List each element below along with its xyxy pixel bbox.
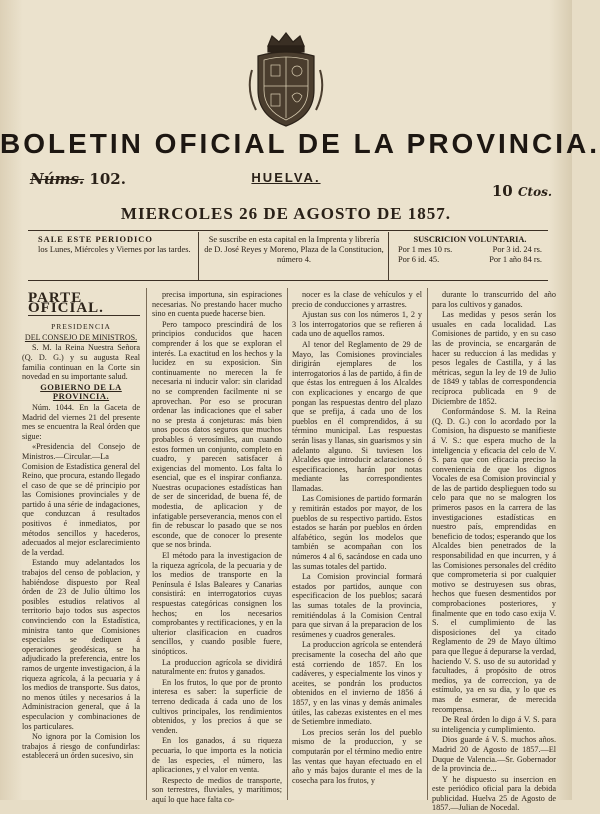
paragraph: Ajustan sus con los números 1, 2 y 3 los interrogatorios que se refieren á cada uno de aquellos ramos. (292, 310, 422, 339)
paragraph: En los frutos, lo que por de pronto interesa es saber: la superficie de terreno dedicada á cada uno de los cultivos principales, los rendimientos obtenidos, y los precios á que se venden. (152, 677, 282, 735)
subscription-rates (392, 235, 548, 265)
subscription-location: Se suscribe en esta capital en la Imprenta y librería de D. José Reyes y Moreno, Plaza de la Constitucion, número 4. (204, 235, 384, 264)
paragraph: S. M. la Reina Nuestra Señora (Q. D. G.) y su augusta Real familia continuan en la Corte sin novedad en su importante salud. (22, 343, 140, 382)
government-heading: GOBIERNO DE LA PROVINCIA. (40, 381, 122, 402)
column-2 (152, 290, 282, 805)
paragraph: Conformándose S. M. la Reina (Q. D. G.) con lo acordado por la Comision, ha dispuesto se manifieste á V. S.: que espera mucho de la inteligencia y eficacia del celo de V. S. para que con eficacia preciso la conveniencia de que los dignos Vocales de esa Comision provincial y de las de partido desplieguen todo su celo para que no se malogren los primeros pasos en la carrera de las investigaciones estadísticas en nuestro país, emprendidas en beneficio de todos; esperando que los Alcaldes bien penetrados de la responsabilidad en que incurren, y á las Comisiones personales del crédito que comprometeria si por cualquier motivo se destruyesen sus obras, hechos que fuesen desmentidos por comprobaciones posteriores, y finalmente que en todo caso exija V. S. el cumplimiento de las disposiciones del ya citado Reglamento de 29 de Mayo último para que llegue á depurarse la verdad, haciendo V. S. uso de su autoridad y facultades, á propósito de otros medios, ya de correccion, ya de estímulo, ya en su dia, y lo que es mas de esmerar, de merecida recompensa. (432, 407, 556, 714)
rate-6-months: Por 6 id. 45. (398, 255, 440, 264)
paragraph: Las Comisiones de partido formarán y remitirán estados por mayor, de los pueblos de su respectivo partido. Estos estados se harán por pueblos en órden alfabético, según los modelos que también se acompañan con los números 4 al 6, sacándose en cada uno las sumas totales del partido. (292, 494, 422, 571)
paragraph: precisa importuna, sin espiraciones necesarias. No prestando hacer mucho sino en cuenta puede hacerse bien. (152, 290, 282, 319)
newspaper-title: BOLETIN OFICIAL DE LA PROVINCIA. (0, 128, 600, 159)
column-divider (427, 288, 428, 800)
paragraph: De Real órden lo digo á V. S. para su inteligencia y cumplimiento. (432, 715, 556, 734)
paragraph: Pero tampoco prescindirá de los principios conducidos que hacen comprender á los que se exploran el interés. La exactitud en los hechos y la lucidez en su exposicion. Sin continuamente no merecen la fe necesaria ni inducir valor: sin claridad no se comprenden facilmente ni se aprovechan. Por eso se procuran ordenar las indicaciones que el saber no se presta á conjeturas: más bien unos pocos datos seguros que muchos probables ó verosímiles, aun cuando estos formen un conjunto, completo en cuadro, y parecen satisfacer á exigencias del momento. Los falta lo esencial, que es el inspirar confianza. Nuestras ocupaciones estadísticas han de ser de sinceridad, de buena fé, de modestia, de aplicacion y de infatigable perseverancia, menos con el fin de rebuscar lo pasado que se nos esconde, que de conocer lo presente que se nos brinda. (152, 319, 282, 550)
paragraph: El método para la investigacion de la riqueza agrícola, de la pecuaria y de los medios de transporte en la Península é Islas Baleares y Canarias consistirá: en interrogatorios cuyas respuestas categóricas consignen los hechos; en los necesarios comprobantes y rectificaciones, y en la ulterior clasificacion en cuadros sencillos, y cuando posible fuere, sinópticos. (152, 551, 282, 656)
section-heading: PARTE OFICIAL. (28, 294, 140, 316)
paragraph: Respecto de medios de transporte, son terrestres, fluviales, y marítimos; aquí lo que hace falta co- (152, 775, 282, 804)
column-3 (292, 290, 422, 786)
subscription-box (28, 232, 548, 280)
schedule-title: SALE ESTE PERIODICO (38, 235, 153, 244)
paragraph: En los ganados, á su riqueza pecuaria, lo que importa es la noticia de las especies, el número, las aplicaciones, y el valor en venta. (152, 736, 282, 775)
presidency-label: PRESIDENCIA (51, 322, 111, 332)
rates-title: SUSCRICION VOLUNTARIA. (413, 235, 527, 244)
council-label: DEL CONSEJO DE MINISTROS. (24, 332, 138, 342)
divider (388, 232, 389, 280)
price (492, 182, 552, 200)
rate-3-months: Por 3 id. 24 rs. (492, 245, 542, 254)
publication-schedule (38, 235, 200, 255)
rate-row (392, 245, 548, 255)
paragraph: nocer es la clase de vehículos y el precio de conducciones y arrastres. (292, 290, 422, 309)
paragraph: Los precios serán los del pueblo mismo de la produccion, y se computarán por el término medio entre las ventas que hayan efectuado en el año y más bajos durante el mes de la cosecha para los frutos, y (292, 727, 422, 785)
divider (28, 230, 548, 231)
coat-of-arms-emblem (238, 30, 334, 130)
paragraph: Al tenor del Reglamento de 29 de Mayo, las Comisiones provinciales dirigirán ejemplares de los interrogatorios á las de partido, á fin de que éstas los entreguen á los Alcaldes con explicaciones y encargo de que pongan las respuestas dentro del plazo que se prefija, á cada uno de los pueblos en él comprendidos, á su término municipal. Las respuestas serán lisas y llanas, sin guarismos y sin adelanto alguno. Si tuviesen los Alcaldes que introducir aclaraciones ó especificaciones, harán por notas mediante las correspondientes llamadas. (292, 339, 422, 493)
city-name: HUELVA. (251, 170, 321, 185)
rate-row (392, 255, 548, 265)
paragraph: Las medidas y pesos serán los usuales en cada localidad. Las Comisiones de partido, y en su caso las de provincia, se encargarán de hacer su reduccion á las medidas y pesos legales de Castilla, y á las métricas, segun la ley de 19 de Julio de 1849 y tablas de correspondencia recíproca publicada en 9 de Diciembre de 1852. (432, 310, 556, 406)
price-unit: Ctos. (517, 185, 552, 199)
rate-1-year: Por 1 año 84 rs. (489, 255, 542, 264)
paragraph: Estando muy adelantados los trabajos del censo de poblacion, y habiéndose dispuesto por Real órden de 23 de Julio último los posibles estudios relativos al territorio bajo todos sus aspectos convinciendo con la Estadística, ministra tanto que Comisiones especiales se dediquen á operaciones geodésicas, se ha adjudicado la preferencia, entre los ramos de urgente investigacion, á la riqueza agrícola, á la pecuaria y á los medios de transporte. Sus datos, no menos útiles y necesarios á la Administracion general, que á la especulacion y combinaciones de los particulares. (22, 558, 140, 731)
rate-1-month: Por 1 mes 10 rs. (398, 245, 453, 254)
column-divider (287, 288, 288, 800)
divider (28, 280, 548, 281)
column-4 (432, 290, 556, 814)
issue-date: MIERCOLES 26 DE AGOSTO DE 1857. (120, 204, 452, 223)
column-divider (146, 288, 147, 800)
paragraph: La produccion agrícola se entenderá precisamente la cosecha del año que está corriendo de 1857. En los cadáveres, y especialmente los vinos y aceites, se pondrán los productos obtenidos en el invierno de 1856 á 1857, y en las vinas y demás animales útiles, las cabezas existentes en el mes de Setiembre inmediato. (292, 640, 422, 727)
price-value: 10 (491, 182, 513, 200)
paragraph: La produccion agrícola se dividirá naturalmente en: frutos y ganados. (152, 657, 282, 677)
paragraph: «Presidencia del Consejo de Ministros.—Circular.—La Comision de Estadística general del Reino, que procura, estando llegado el caso de que se dé principio por las Comisiones provinciales y de partido á una série de indagaciones, que conduzcan á resultados positivos é inmediatos, por métodos sencillos y hacederos, adecuados al mejor esclarecimiento de la verdad. (22, 442, 140, 557)
paragraph: No ignora por la Comision los trabajos á riesgo de confundirlas: establecerá un órden sucesivo, sin (22, 732, 140, 761)
issue-number-value: 102. (89, 170, 126, 188)
issue-number-label: Núms. (30, 170, 85, 188)
paragraph: Dios guarde á V. S. muchos años. Madrid 20 de Agosto de 1857.—El Duque de Valencia.—Sr. Gobernador de la provincia de... (432, 735, 556, 774)
schedule-text: los Lunes, Miércoles y Viernes por las tardes. (38, 245, 191, 254)
paragraph: durante lo transcurrido del año para los cultivos y ganados. (432, 290, 556, 309)
column-1 (22, 290, 140, 762)
paragraph: Y he dispuesto su insercion en este periódico oficial para la debida publicidad. Huelva 25 de Agosto de 1857.—Julian de Nocedal. (432, 774, 556, 813)
paragraph: La Comision provincial formará estados por partidos, aunque con especificacion de los pueblos; sacará las sumas totales de la provincia, remitiéndolas á la Comision Central para que sirvan á la preparacion de los resúmenes y cuadros generales. (292, 572, 422, 639)
divider (198, 232, 199, 280)
paragraph: Núm. 1044. En la Gaceta de Madrid del viernes 21 del presente mes se encuentra la Real órden que sigue: (22, 402, 140, 441)
